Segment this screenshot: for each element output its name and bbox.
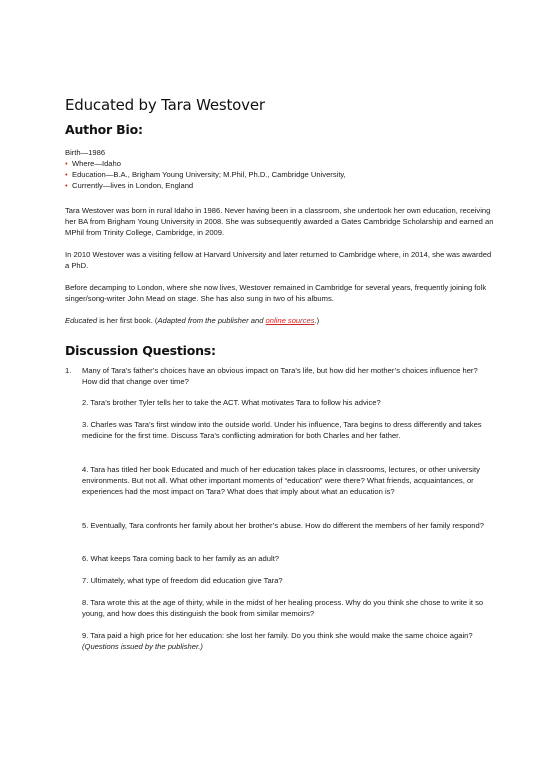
question-9 xyxy=(82,630,487,652)
question-2: 2. Tara’s brother Tyler tells her to take the ACT. What motivates Tara to follow his advice? xyxy=(82,398,381,407)
source-line-closing: .) xyxy=(314,316,320,325)
source-line xyxy=(65,315,495,326)
bio-bullet-list xyxy=(65,158,495,191)
bio-bullet-currently: • Currently—lives in London, England xyxy=(65,180,495,191)
question-7: 7. Ultimately, what type of freedom did education give Tara? xyxy=(82,576,283,585)
bio-paragraph-1: Tara Westover was born in rural Idaho in 1986. Never having been in a classroom, she undertook her own education, receiving her BA from Brigham Young University in 2008. She was subsequently awarded a Gates Cambridge Scholarship and earned an MPhil from Trinity College, Cambridge, in 2009. xyxy=(65,206,494,237)
question-9-text: 9. Tara paid a high price for her education: she lost her family. Do you think she would make the same choice again? xyxy=(82,631,473,640)
book-title-italic: Educated xyxy=(65,316,98,325)
bio-facts xyxy=(65,147,495,191)
question-text: Many of Tara’s father’s choices have an obvious impact on Tara’s life, but how did her mother’s choices influence her? How did that change over time? xyxy=(82,366,478,386)
questions-source-text: Questions issued by the publisher. xyxy=(84,642,201,651)
question-number: 1. xyxy=(65,366,72,375)
birth-line: Birth—1986 xyxy=(65,148,106,157)
document-title: Educated by Tara Westover xyxy=(65,96,265,114)
adapted-text: Adapted from the publisher and xyxy=(157,316,266,325)
question-1 xyxy=(65,365,487,387)
question-5: 5. Eventually, Tara confronts her family about her brother’s abuse. How do different the members of her family respond? xyxy=(82,521,484,530)
bio-paragraph-2: In 2010 Westover was a visiting fellow at Harvard University and later returned to Cambridge where, in 2014, she was awarded a PhD. xyxy=(65,250,492,270)
online-sources-link[interactable]: online sources xyxy=(265,316,315,325)
discussion-questions-heading: Discussion Questions: xyxy=(65,343,216,358)
questions-source: (Questions issued by the publisher.) xyxy=(82,642,203,651)
author-bio-heading: Author Bio: xyxy=(65,122,143,137)
bio-bullet-where: • Where—Idaho xyxy=(65,158,495,169)
bio-paragraph-3: Before decamping to London, where she now lives, Westover remained in Cambridge for several years, frequently joining folk singer/song-writer John Mead on stage. She has also sung in two of his albums. xyxy=(65,283,487,303)
question-4: 4. Tara has titled her book Educated and much of her education takes place in classrooms, lectures, or other university environments. But not all. What other important moments of “education” were there? What friends, acquaintances, or experiences had the most impact on Tara? What does that imply about what an education is? xyxy=(82,465,480,496)
question-6: 6. What keeps Tara coming back to her family as an adult? xyxy=(82,554,279,563)
bio-bullet-education: • Education—B.A., Brigham Young University; M.Phil, Ph.D., Cambridge University, xyxy=(65,169,495,180)
source-line-text: is her first book. ( xyxy=(97,316,158,325)
question-8: 8. Tara wrote this at the age of thirty, while in the midst of her healing process. Why do you think she chose to write it so young, and how does this distinguish the book from similar memoirs? xyxy=(82,598,484,618)
question-3: 3. Charles was Tara’s first window into the outside world. Under his influence, Tara begins to dress differently and takes medicine for the first time. Discuss Tara’s conflicting admiration for both Charles and her father. xyxy=(82,420,482,440)
